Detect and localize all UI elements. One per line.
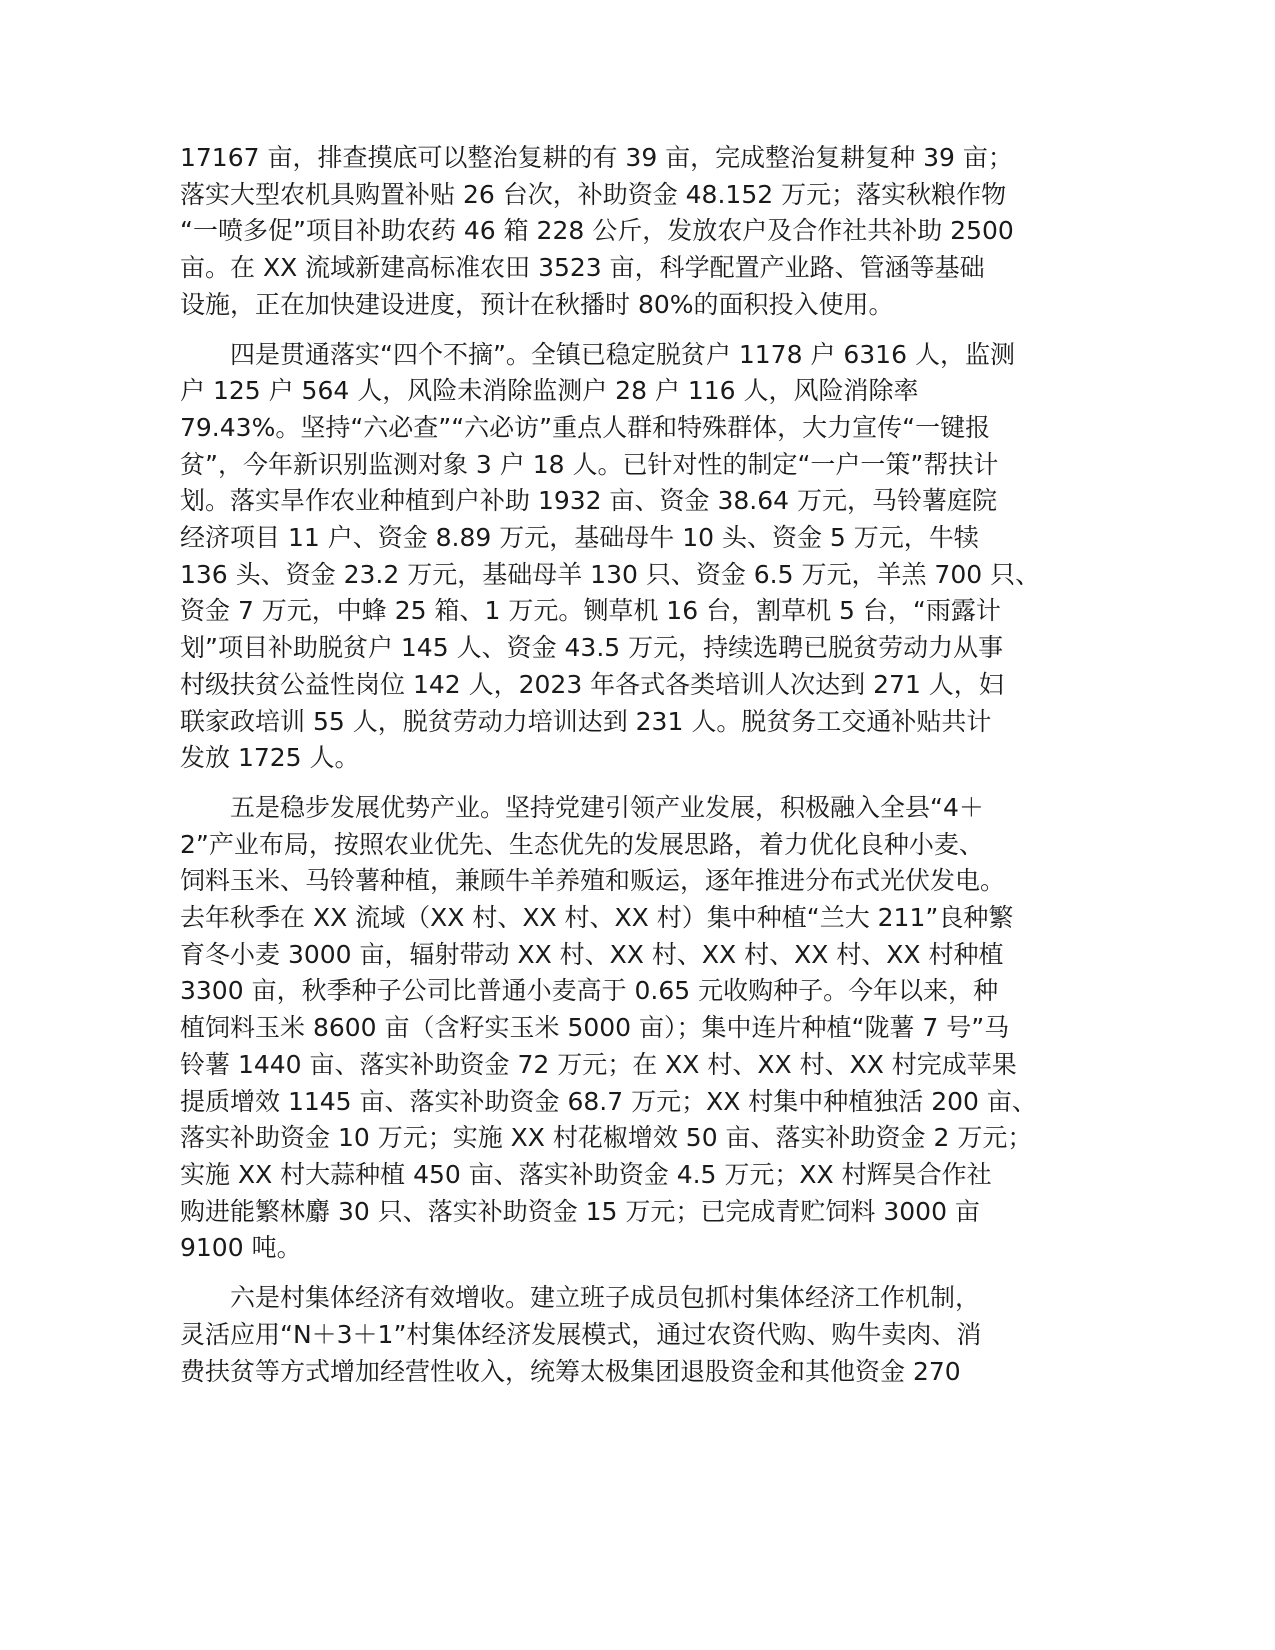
text-line: 购进能繁林麝 30 只、落实补助资金 15 万元；已完成青贮饲料 3000 亩 (180, 1196, 980, 1226)
text-line: 发放 1725 人。 (180, 743, 360, 773)
text-line: “一喷多促”项目补助农药 46 箱 228 公斤，发放农户及合作社共补助 2500 (180, 216, 1014, 246)
text-line: 五是稳步发展优势产业。坚持党建引领产业发展，积极融入全县“4＋ (230, 792, 984, 822)
document-page (180, 140, 1075, 1403)
text-line: 铃薯 1440 亩、落实补助资金 72 万元；在 XX 村、XX 村、XX 村完成苹果 (180, 1049, 1017, 1079)
text-line: 136 头、资金 23.2 万元，基础母羊 130 只、资金 6.5 万元，羊羔 700 只、 (180, 559, 1041, 589)
text-line: 落实补助资金 10 万元；实施 XX 村花椒增效 50 亩、落实补助资金 2 万元； (180, 1123, 1033, 1153)
text-line: 落实大型农机具购置补贴 26 台次，补助资金 48.152 万元；落实秋粮作物 (180, 179, 1007, 209)
paragraph-2 (180, 337, 1075, 777)
text-line: 设施，正在加快建设进度，预计在秋播时 80%的面积投入使用。 (180, 289, 894, 319)
text-line: 户 125 户 564 人，风险未消除监测户 28 户 116 人，风险消除率 (180, 376, 919, 406)
text-line: 灵活应用“N＋3＋1”村集体经济发展模式，通过农资代购、购牛卖肉、消 (180, 1319, 982, 1349)
text-line: 实施 XX 村大蒜种植 450 亩、落实补助资金 4.5 万元；XX 村辉昊合作社 (180, 1159, 992, 1189)
text-line: 饲料玉米、马铃薯种植，兼顾牛羊养殖和贩运，逐年推进分布式光伏发电。 (180, 866, 1006, 896)
text-line: 经济项目 11 户、资金 8.89 万元，基础母牛 10 头、资金 5 万元，牛犊 (180, 523, 979, 553)
paragraph-4 (180, 1280, 1075, 1390)
text-line: 3300 亩，秋季种子公司比普通小麦高于 0.65 元收购种子。今年以来，种 (180, 976, 999, 1006)
text-line: 提质增效 1145 亩、落实补助资金 68.7 万元；XX 村集中种植独活 200 亩、 (180, 1086, 1037, 1116)
text-line: 9100 吨。 (180, 1233, 302, 1263)
text-line: 划”项目补助脱贫户 145 人、资金 43.5 万元，持续选聘已脱贫劳动力从事 (180, 633, 1004, 663)
text-line: 联家政培训 55 人，脱贫劳动力培训达到 231 人。脱贫务工交通补贴共计 (180, 706, 992, 736)
text-line: 2”产业布局，按照农业优先、生态优先的发展思路，着力优化良种小麦、 (180, 829, 984, 859)
text-line: 贫”，今年新识别监测对象 3 户 18 人。已针对性的制定“一户一策”帮扶计 (180, 449, 999, 479)
text-line: 亩。在 XX 流域新建高标准农田 3523 亩，科学配置产业路、管涵等基础 (180, 253, 985, 283)
text-line: 费扶贫等方式增加经营性收入，统筹太极集团退股资金和其他资金 270 (180, 1356, 961, 1386)
text-line: 植饲料玉米 8600 亩（含籽实玉米 5000 亩）；集中连片种植“陇薯 7 号”马 (180, 1013, 1010, 1043)
text-line: 六是村集体经济有效增收。建立班子成员包抓村集体经济工作机制， (230, 1283, 981, 1313)
text-line: 资金 7 万元，中蜂 25 箱、1 万元。铡草机 16 台，割草机 5 台，“雨露计 (180, 596, 1001, 626)
text-line: 去年秋季在 XX 流域（XX 村、XX 村、XX 村）集中种植“兰大 211”良种繁 (180, 903, 1014, 933)
text-line: 村级扶贫公益性岗位 142 人，2023 年各式各类培训人次达到 271 人，妇 (180, 669, 1004, 699)
paragraph-1 (180, 140, 1075, 324)
text-line: 79.43%。坚持“六必查”“六必访”重点人群和特殊群体，大力宣传“一键报 (180, 412, 991, 442)
text-line: 17167 亩，排查摸底可以整治复耕的有 39 亩，完成整治复耕复种 39 亩； (180, 143, 1013, 172)
text-line: 四是贯通落实“四个不摘”。全镇已稳定脱贫户 1178 户 6316 人，监测 (230, 339, 1015, 369)
text-line: 划。落实旱作农业种植到户补助 1932 亩、资金 38.64 万元，马铃薯庭院 (180, 486, 997, 516)
paragraph-3 (180, 790, 1075, 1267)
text-line: 育冬小麦 3000 亩，辐射带动 XX 村、XX 村、XX 村、XX 村、XX 村种植 (180, 939, 1004, 969)
